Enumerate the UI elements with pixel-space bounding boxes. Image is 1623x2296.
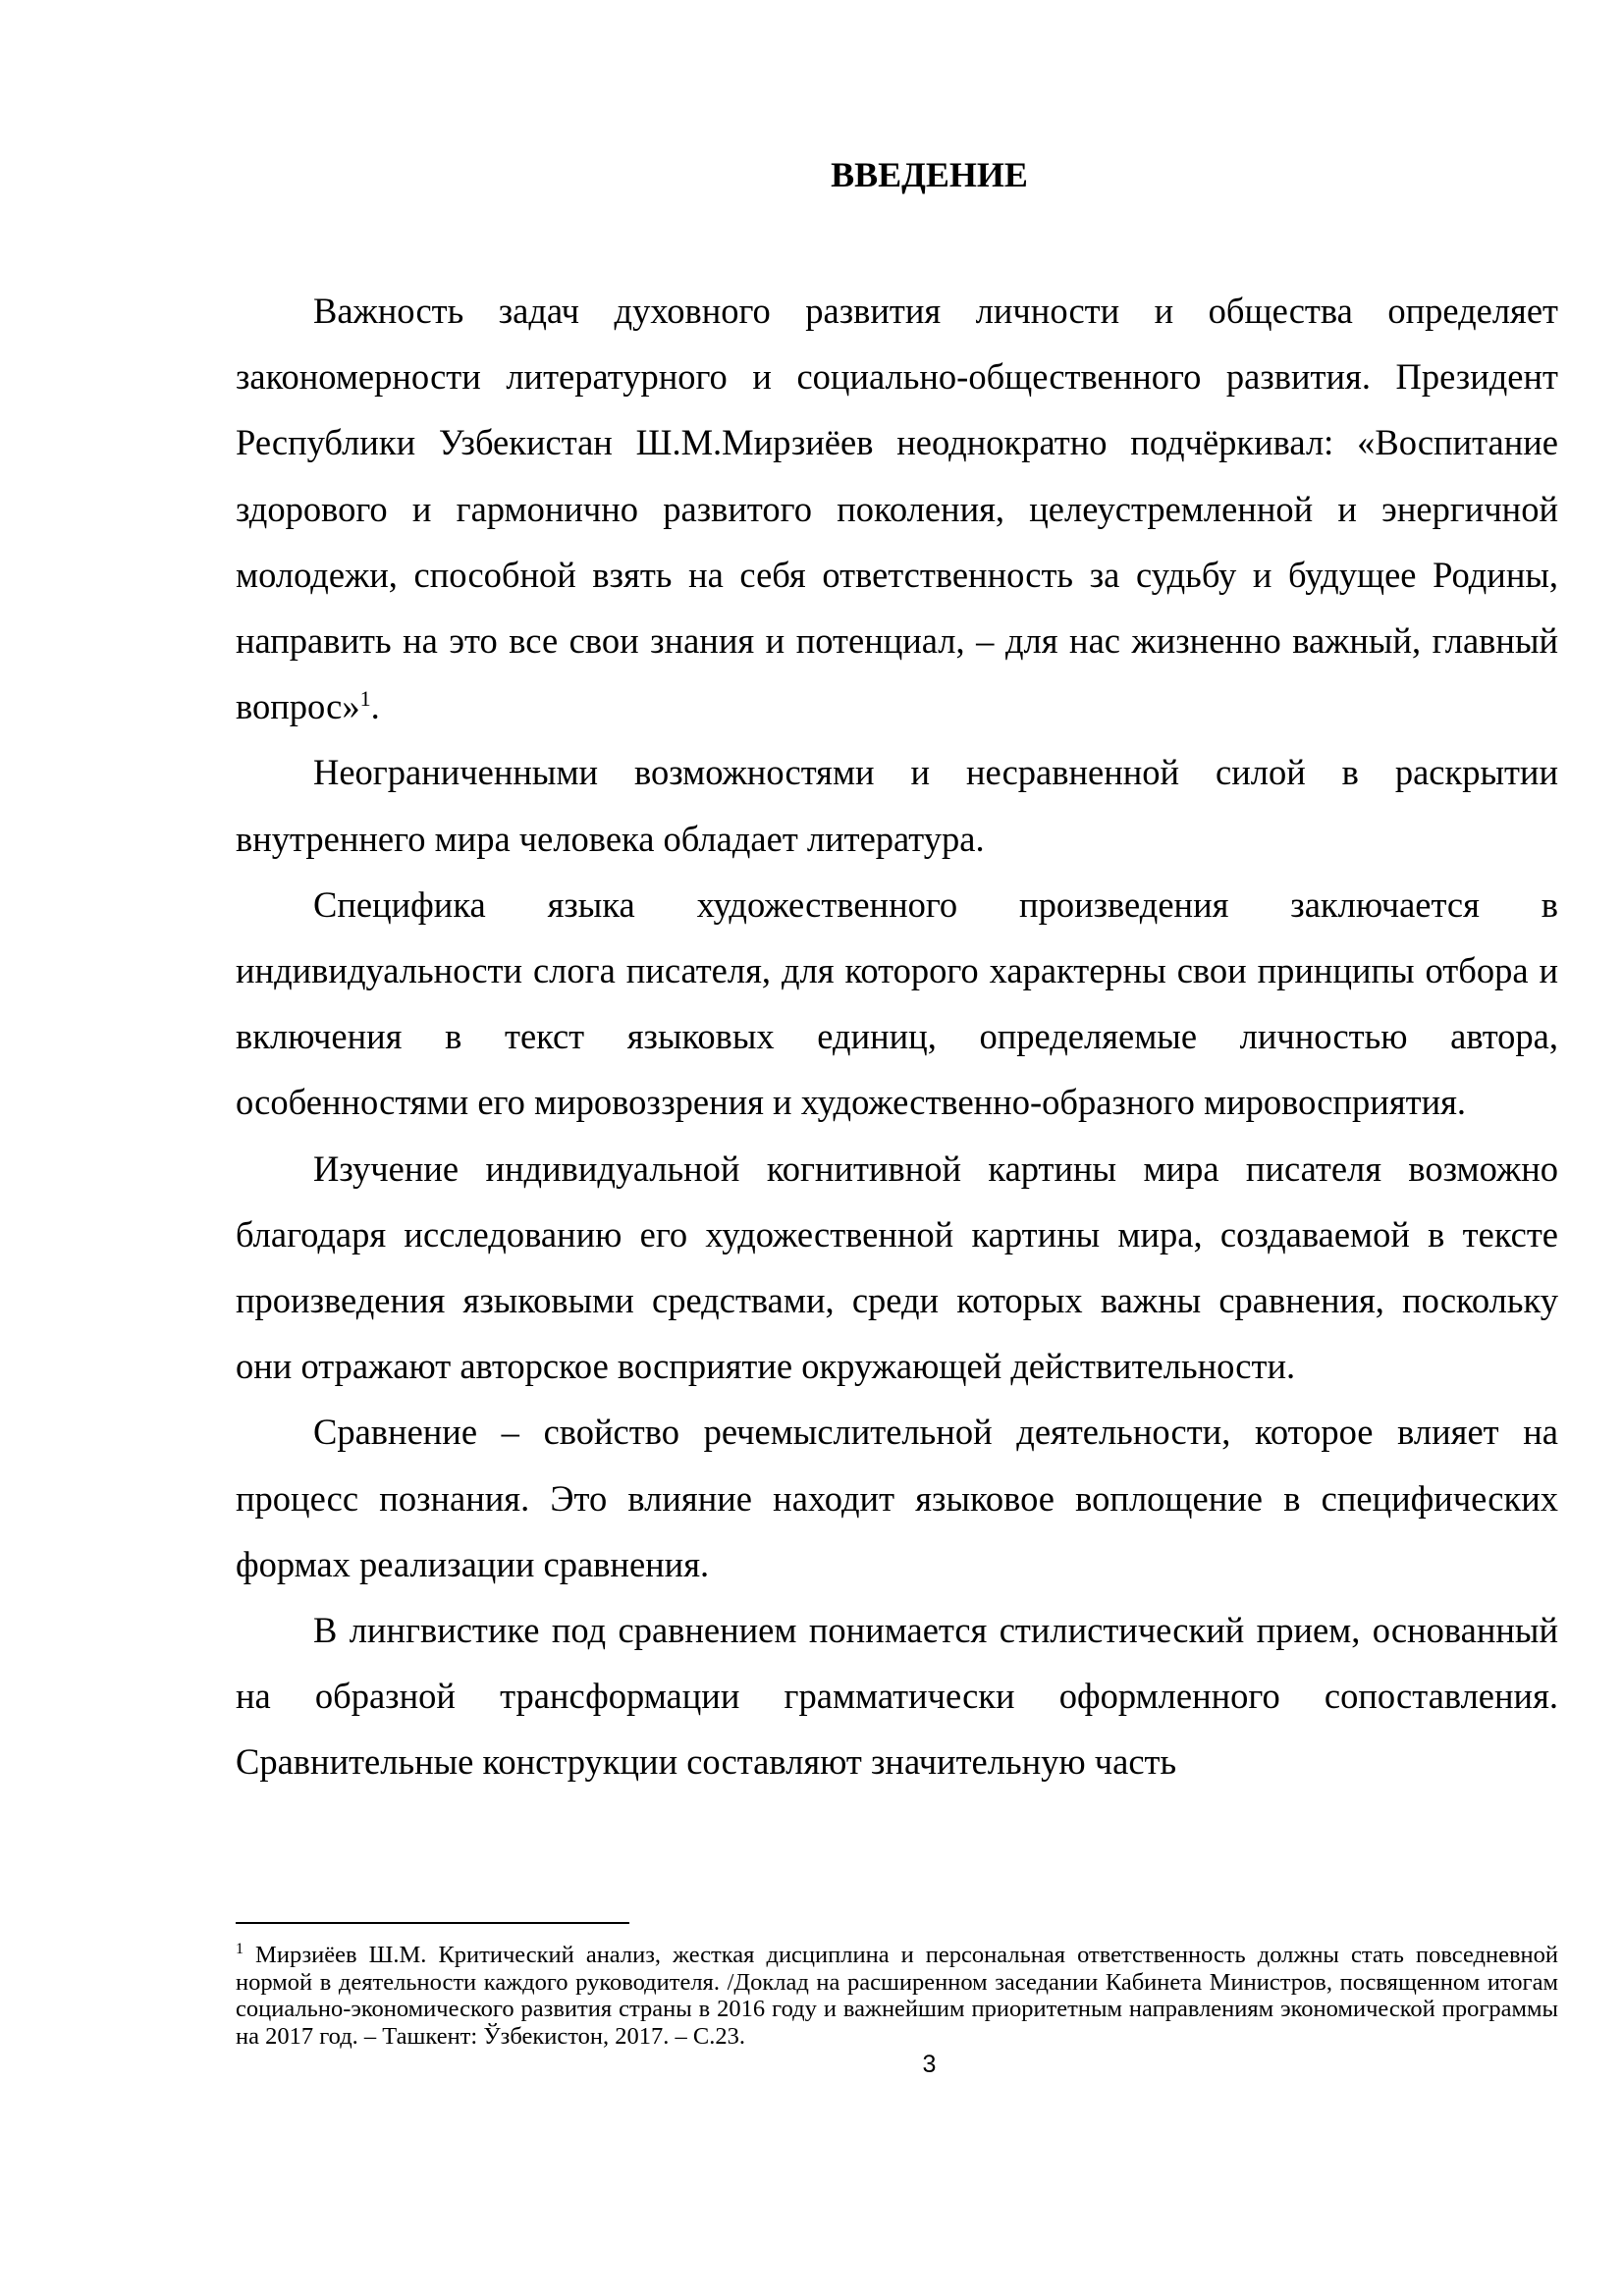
page-number: 3 bbox=[922, 2051, 937, 2078]
paragraph-1 bbox=[236, 278, 1558, 739]
footnote bbox=[236, 1942, 1558, 2050]
page-title: ВВЕДЕНИЕ bbox=[831, 155, 1028, 194]
paragraph-2: Неограниченными возможностями и несравненной силой в раскрытии внутреннего мира человека обладает литература. bbox=[236, 752, 1558, 859]
paragraph-4: Изучение индивидуальной когнитивной картины мира писателя возможно благодаря исследованию его художественной картины мира, создаваемой в тексте произведения языковыми средствами, среди которых важны сравнения, поскольку они отражают авторское восприятие окружающей действительности. bbox=[236, 1148, 1558, 1387]
footnote-separator bbox=[236, 1922, 629, 1924]
footnote-number: 1 bbox=[236, 1940, 243, 1957]
footnote-text: Мирзиёев Ш.М. Критический анализ, жесткая дисциплина и персональная ответственность должны стать повседневной нормой в деятельности каждого руководителя. /Доклад на расширенном заседании Кабинета Министров, посвященном итогам социально-экономического развития страны в 2016 году и важнейшим приоритетным направлениям экономической программы на 2017 год. – Ташкент: Ўзбекистон, 2017. – С.23. bbox=[236, 1942, 1558, 2050]
footnote-reference: 1 bbox=[359, 686, 371, 712]
paragraph-3: Специфика языка художественного произведения заключается в индивидуальности слога писателя, для которого характерны свои принципы отбора и включения в текст языковых единиц, определяемые личностью автора, особенностями его мировоззрения и художественно-образного мировосприятия. bbox=[236, 883, 1558, 1123]
body-text bbox=[236, 278, 1558, 1795]
paragraph-1-text: Важность задач духовного развития личности и общества определяет закономерности литературного и социально-общественного развития. Президент Республики Узбекистан Ш.М.Мирзиёев неоднократно подчёркивал: «Воспитание здорового и гармонично развитого поколения, целеустремленной и энергичной молодежи, способной взять на себя ответственность за судьбу и будущее Родины, направить на это все свои знания и потенциал, – для нас жизненно важный, главный вопрос» bbox=[236, 291, 1558, 727]
paragraph-5: Сравнение – свойство речемыслительной деятельности, которое влияет на процесс познания. Это влияние находит языковое воплощение в специфических формах реализации сравнения. bbox=[236, 1412, 1558, 1584]
paragraph-6: В лингвистике под сравнением понимается стилистический прием, основанный на образной трансформации грамматически оформленного сопоставления. Сравнительные конструкции составляют значительную часть bbox=[236, 1610, 1558, 1783]
paragraph-1-end: . bbox=[370, 686, 380, 727]
